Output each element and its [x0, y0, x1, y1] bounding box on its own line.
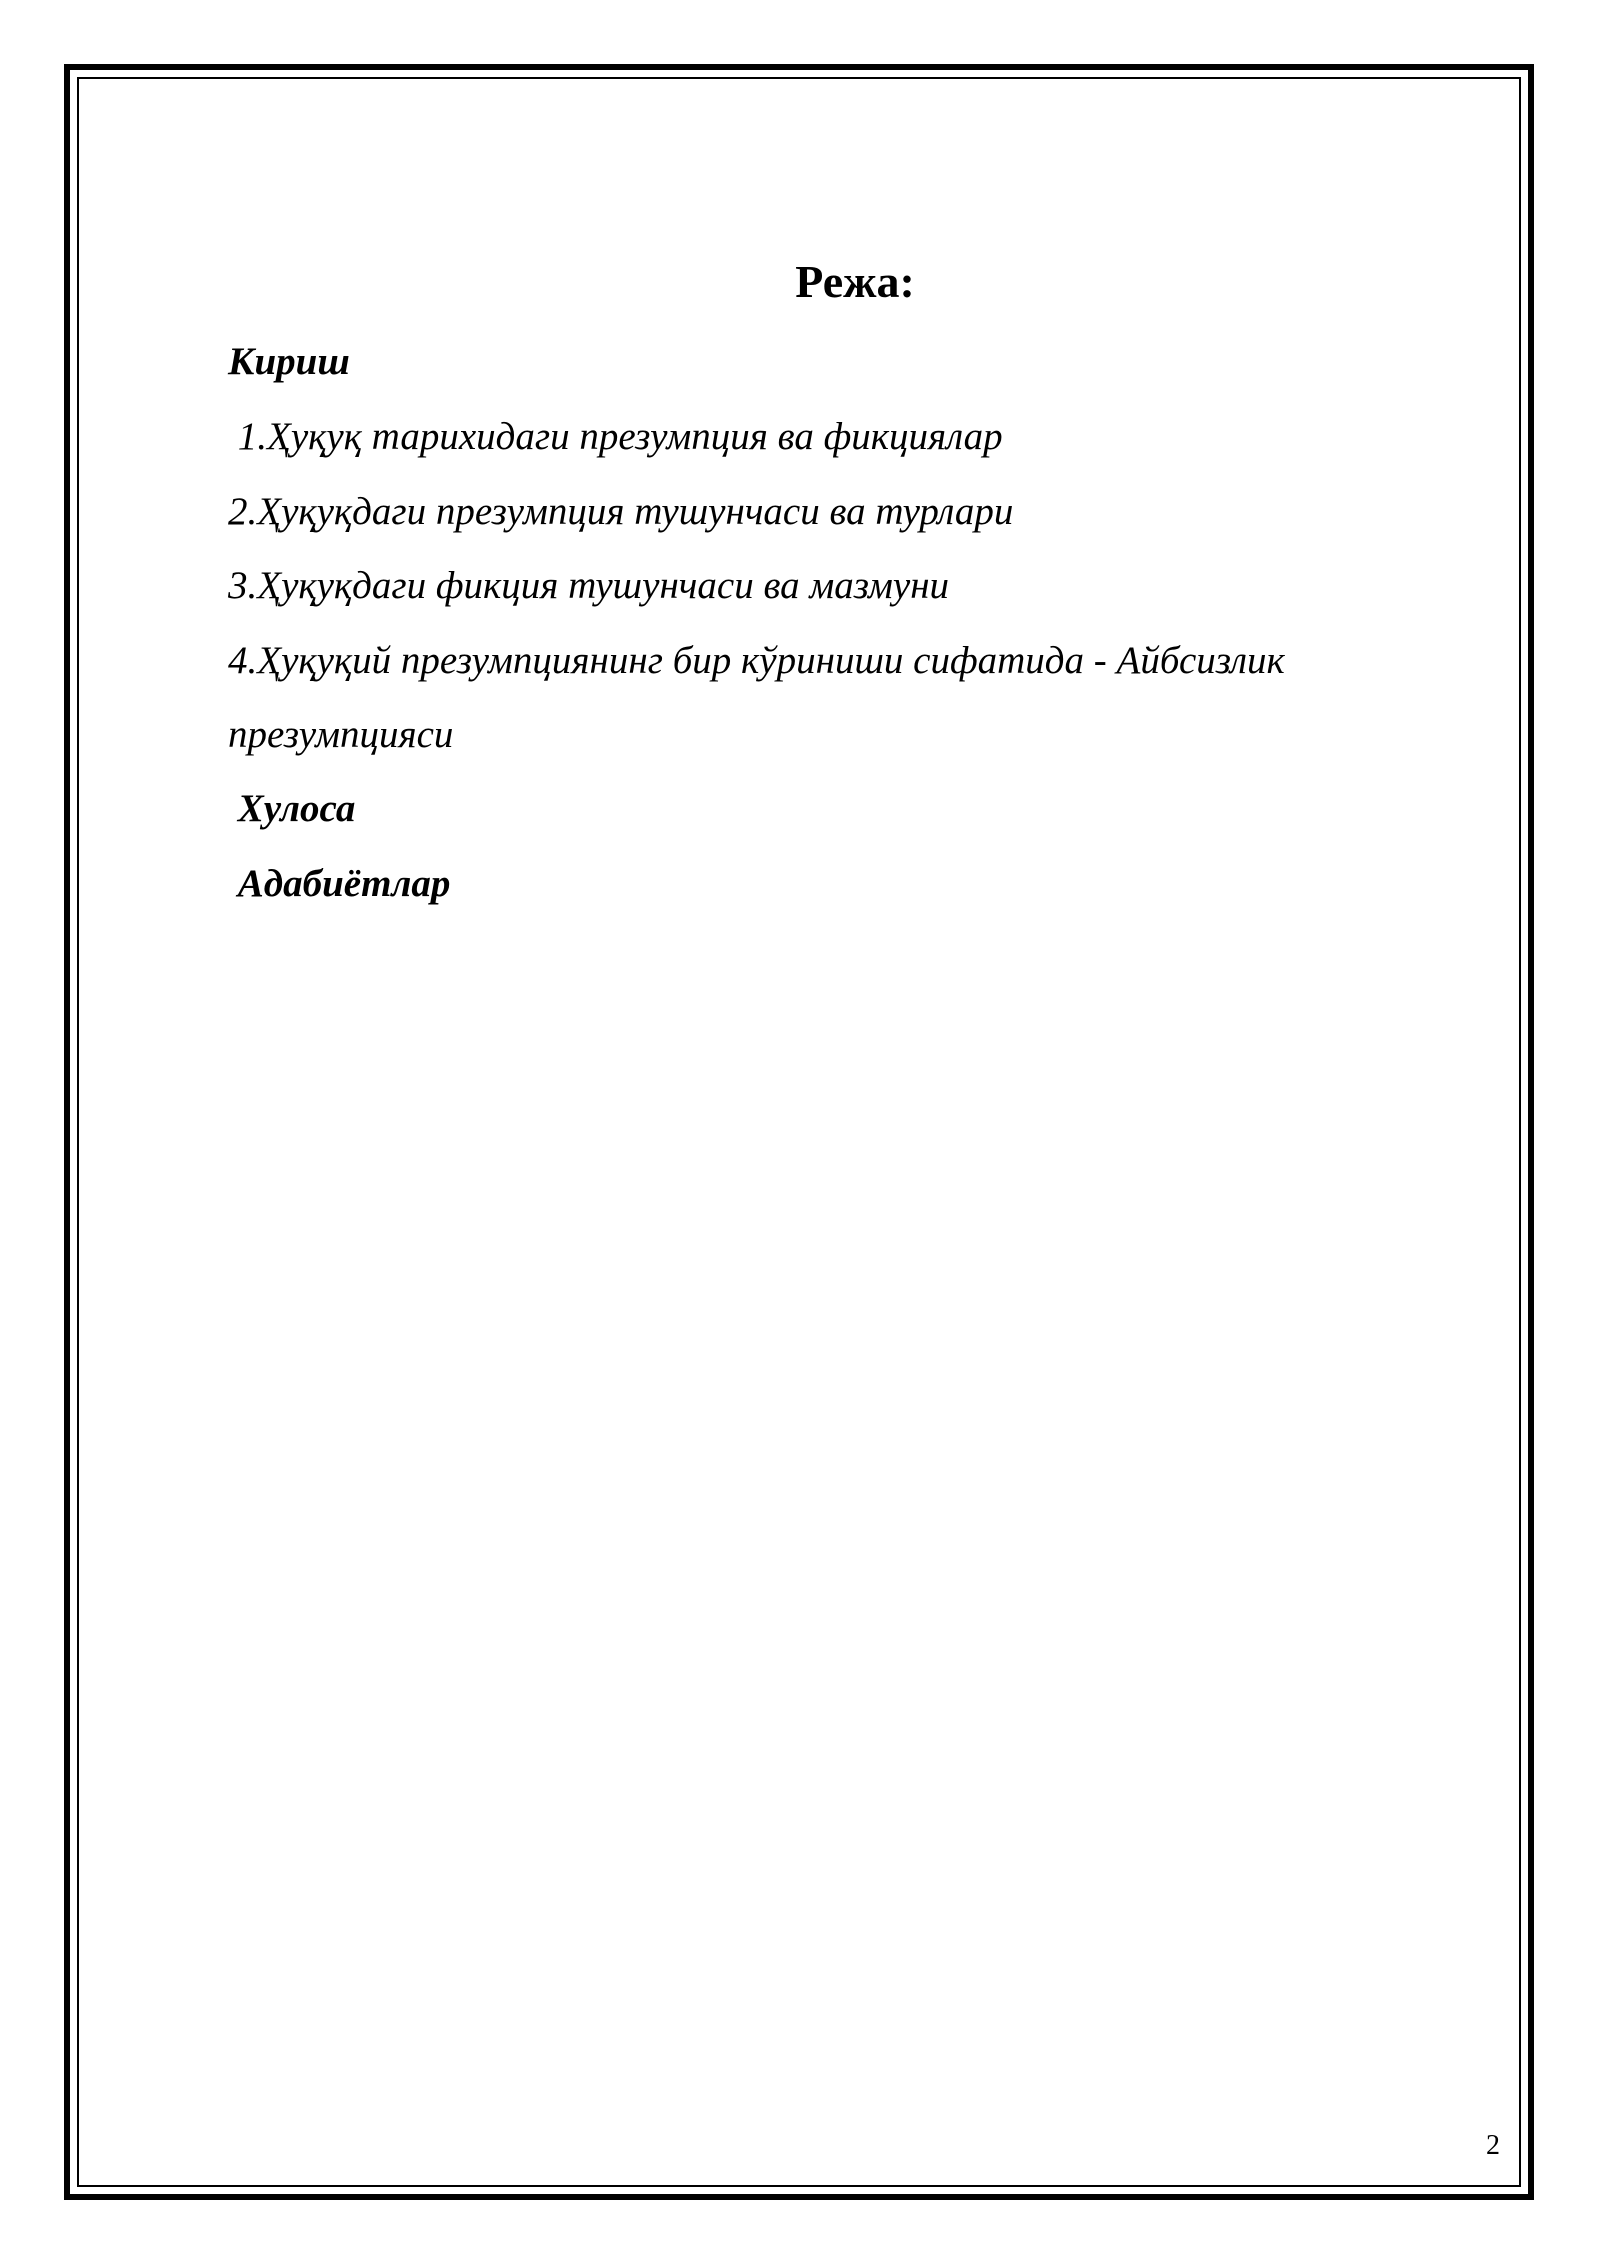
toc-item-conclusion: Хулоса: [228, 787, 356, 830]
toc-item-introduction: Кириш: [228, 340, 350, 383]
page-border-inner: [77, 77, 1521, 2187]
toc-item-references: Адабиётлар: [228, 862, 451, 905]
toc-item-4-continued: презумпцияси: [228, 713, 454, 756]
toc-item-4: 4.Ҳуқуқий презумпциянинг бир кўриниши сифатида - Айбсизлик: [228, 639, 1285, 682]
page-title: Режа:: [795, 256, 915, 307]
toc-item-3: 3.Ҳуқуқдаги фикция тушунчаси ва мазмуни: [228, 564, 950, 607]
toc-item-2: 2.Ҳуқуқдаги презумпция тушунчаси ва турлари: [228, 490, 1014, 533]
page-number: 2: [1486, 2130, 1500, 2161]
toc-item-1: 1.Ҳуқуқ тарихидаги презумпция ва фикциялар: [228, 415, 1003, 458]
